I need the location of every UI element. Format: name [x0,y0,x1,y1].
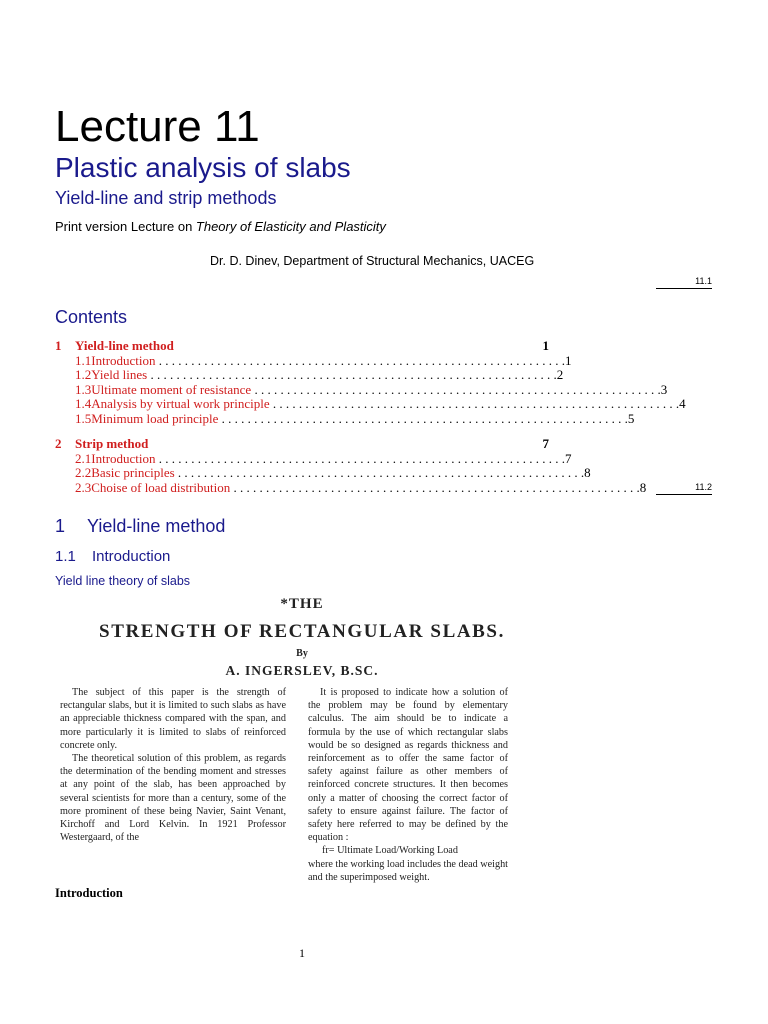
toc-entry[interactable]: 1.2 Yield lines . . . 2 [55,368,549,383]
section-heading: 1 Yield-line method [55,516,226,536]
toc-entry[interactable]: 1.5 Minimum load principle . . . 5 [55,412,549,427]
print-prefix: Print version Lecture on [55,219,196,234]
toc-entry[interactable]: 1.4 Analysis by virtual work principle . . . 4 [55,397,549,412]
slide-number: 11.2 [656,482,712,495]
toc-entry[interactable]: 2.2 Basic principles . . . 8 [55,466,549,481]
toc-section[interactable]: 1 Yield-line method 1 [55,338,549,353]
lecture-subtitle: Plastic analysis of slabs [55,152,351,183]
course-name: Theory of Elasticity and Plasticity [195,219,386,234]
page-number: 1 [299,946,305,960]
toc-group [55,338,686,427]
scan-paragraph: It is proposed to indicate how a solution of the problem may be found by elementary calculus. The aim should be to indicate a formula by the use of which rectangular slabs would be so designed as regards thickness and reinforcement as to offer the same factor of safety against failure as other members of reinforced concrete structures. It then becomes only a matter of choosing the correct factor of safety to ensure against failure. The factor of safety here referred to may be defined by the equation : [308,687,508,844]
slide-subtitle: Yield line theory of slabs [55,574,191,588]
lecture-subsubtitle: Yield-line and strip methods [55,188,277,208]
subsection-heading: 1.1 Introduction [55,548,171,565]
scan-paragraph: The theoretical solution of this problem, as regards the determination of the bending moment and stresses at any point of the slab, has been approached by several scientists for more than a century, some of the more prominent of these being Navier, Saint Venant, Kirchoff and Lord Kelvin. In 1921 Professor Westergaard, of the [60,753,286,844]
toc-entry[interactable]: 1.3 Ultimate moment of resistance . . . 3 [55,383,549,398]
lecture-title: Lecture 11 [55,102,260,151]
scan-by: By [296,648,308,659]
scan-right-column [308,686,509,883]
print-version-line [55,219,386,235]
toc-entry[interactable]: 1.1 Introduction . . . 1 [55,354,549,369]
scan-header-the: *THE [280,596,324,612]
toc-group [55,436,647,495]
scan-author: A. INGERSLEV, B.SC. [225,663,379,678]
introduction-label: Introduction [55,886,123,900]
author-line: Dr. D. Dinev, Department of Structural Mechanics, UACEG [210,254,535,268]
toc-entry[interactable]: 2.3 Choise of load distribution . . . 8 [55,481,549,496]
slide-number: 11.1 [656,276,712,289]
scan-paragraph: The subject of this paper is the strength of rectangular slabs, but it is limited to such slabs as have an appreciable thickness compared with the span, and more particularly it is limited to slabs of reinforced concrete only. [60,687,286,751]
scan-equation: fr= Ultimate Load/Working Load [322,845,458,857]
contents-heading: Contents [55,307,128,327]
scan-paragraph: where the working load includes the dead weight and the superimposed weight. [308,858,509,883]
toc-section[interactable]: 2 Strip method 7 [55,436,549,451]
toc-entry[interactable]: 2.1 Introduction . . . 7 [55,452,549,467]
scan-left-column [60,686,286,874]
scan-title: STRENGTH OF RECTANGULAR SLABS. [99,621,505,642]
